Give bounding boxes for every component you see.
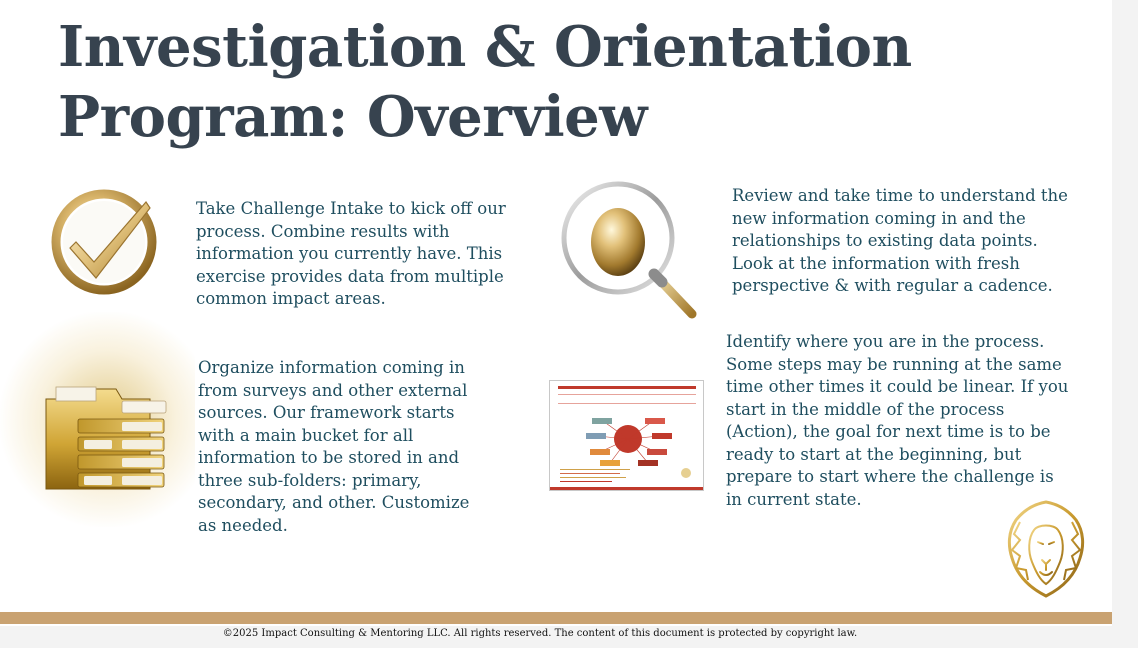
organize-description: Organize information coming in from surveys and other external sources. Our framework starts with a main bucket for all information to be stored in and three sub-folders: primary, secondary, and other. Customize as needed. bbox=[198, 358, 470, 535]
footer-copyright: ©2025 Impact Consulting & Mentoring LLC. All rights reserved. The content of this document is protected by copyright law. bbox=[222, 628, 858, 639]
thumbnail-diagram bbox=[550, 381, 704, 491]
footer-accent-bar bbox=[0, 612, 1112, 624]
intake-description: Take Challenge Intake to kick off our process. Combine results with information you currently have. This exercise provides data from multiple common impact areas. bbox=[196, 199, 506, 308]
slide-title-line-1: Investigation & Orientation bbox=[58, 14, 912, 80]
checkmark-icon bbox=[50, 188, 160, 298]
folder-icon bbox=[38, 385, 168, 495]
lion-logo-icon bbox=[1006, 500, 1086, 598]
slide-title bbox=[58, 12, 1058, 152]
process-diagram-thumbnail bbox=[549, 380, 704, 491]
review-description: Review and take time to understand the new information coming in and the relationships to existing data points. Look at the information with fresh perspective & with regular a cadence. bbox=[732, 186, 1068, 295]
identify-description: Identify where you are in the process. Some steps may be running at the same time other times it could be linear. If you start in the middle of the process (Action), the goal for next time is to be ready to start at the beginning, but prepare to start where the challenge is in current state. bbox=[726, 332, 1069, 509]
slide-title-line-2: Program: Overview bbox=[58, 84, 647, 150]
magnifier-egg-icon bbox=[558, 178, 703, 328]
